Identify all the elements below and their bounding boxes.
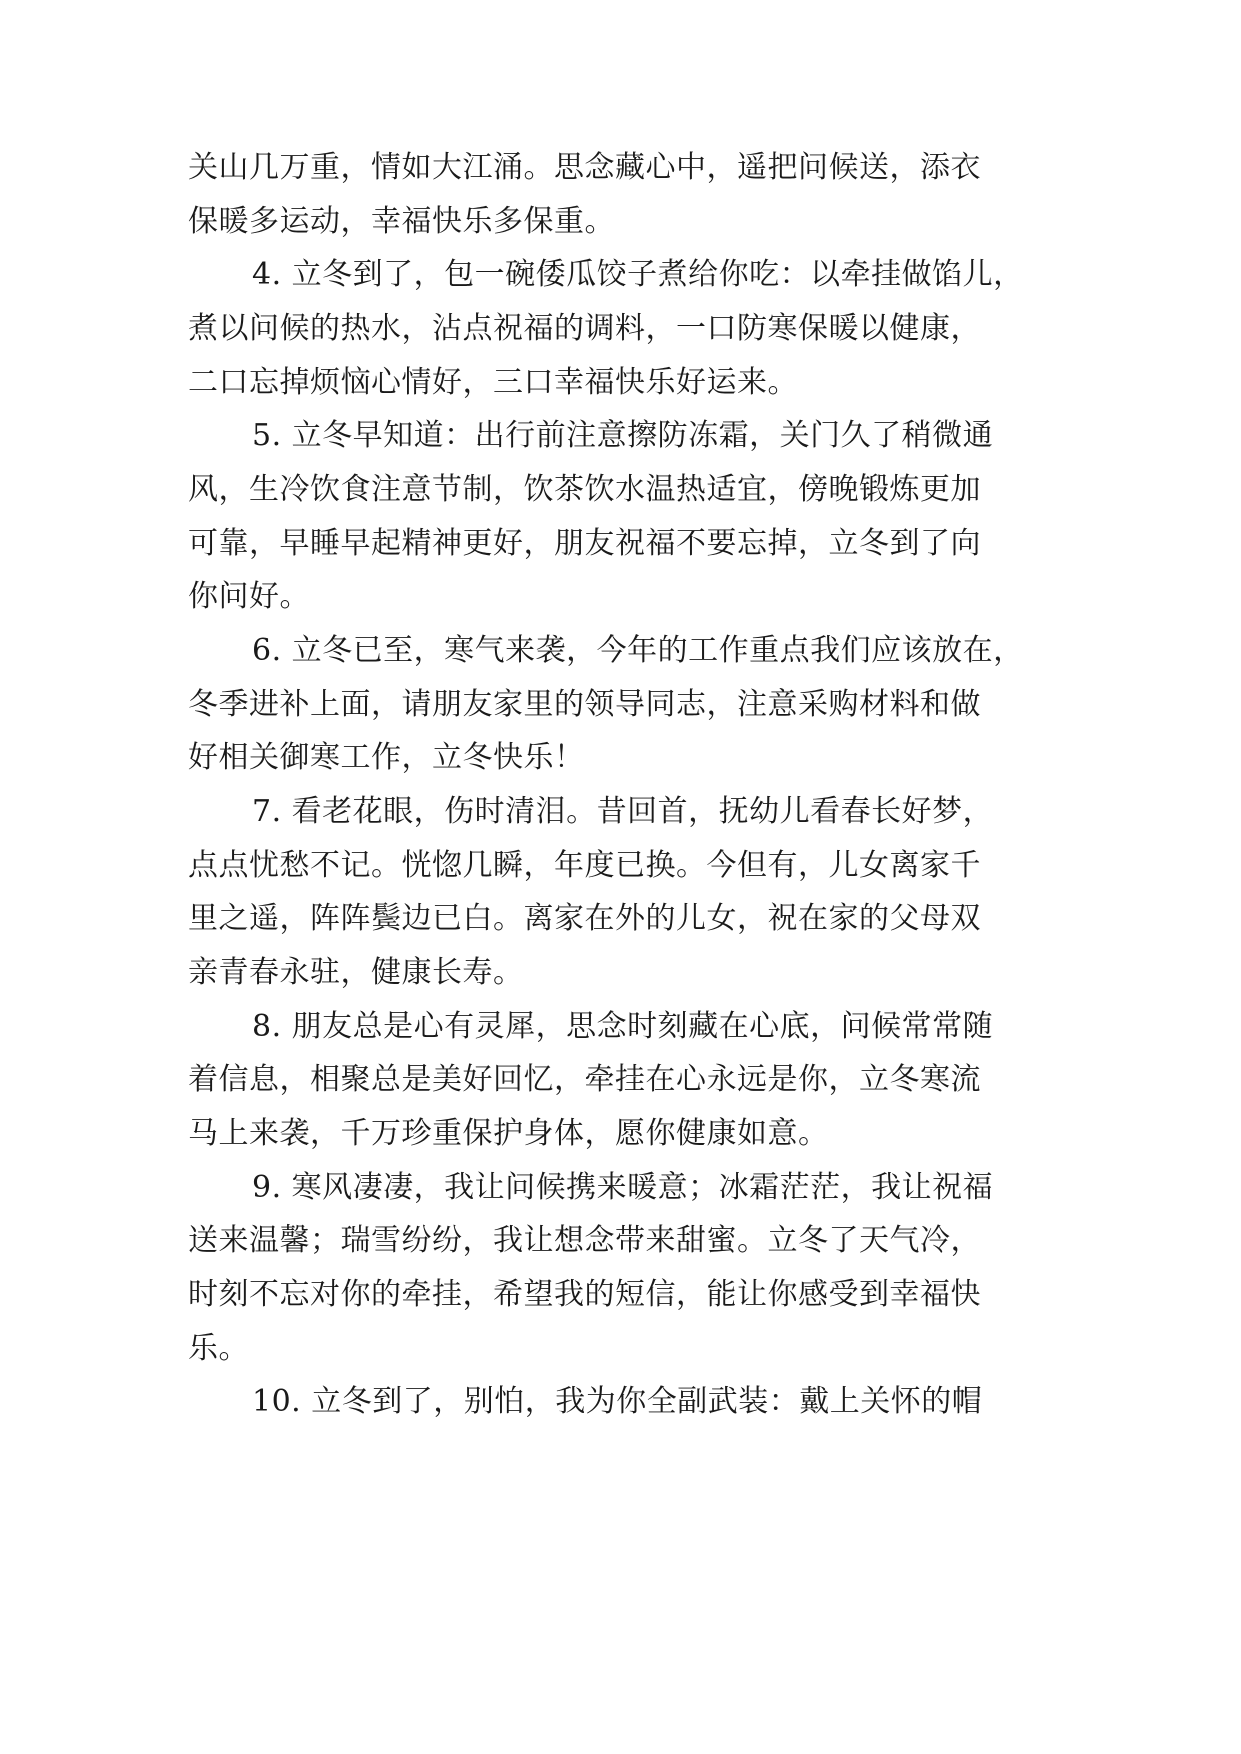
paragraph-6-start: 6. 立冬已至，寒气来袭，今年的工作重点我们应该放在，	[252, 633, 1024, 668]
text-line: 煮以问候的热水，沾点祝福的调料，一口防寒保暖以健康，	[188, 311, 981, 346]
text-line: 着信息，相聚总是美好回忆，牵挂在心永远是你，立冬寒流	[188, 1062, 981, 1097]
text-line: 保暖多运动，幸福快乐多保重。	[188, 204, 615, 239]
paragraph-4-start: 4. 立冬到了，包一碗倭瓜饺子煮给你吃：以牵挂做馅儿，	[252, 257, 1024, 292]
text-line: 点点忧愁不记。恍惚几瞬，年度已换。今但有，儿女离家千	[188, 848, 981, 883]
text-line: 时刻不忘对你的牵挂，希望我的短信，能让你感受到幸福快	[188, 1277, 981, 1312]
paragraph-7-start: 7. 看老花眼，伤时清泪。昔回首，抚幼儿看春长好梦，	[252, 794, 994, 829]
text-line: 亲青春永驻，健康长寿。	[188, 955, 524, 990]
text-line: 里之遥，阵阵鬓边已白。离家在外的儿女，祝在家的父母双	[188, 901, 981, 936]
text-line: 风，生冷饮食注意节制，饮茶饮水温热适宜，傍晚锻炼更加	[188, 472, 981, 507]
text-line: 二口忘掉烦恼心情好，三口幸福快乐好运来。	[188, 365, 798, 400]
text-line: 乐。	[188, 1331, 249, 1366]
text-line: 马上来袭，千万珍重保护身体，愿你健康如意。	[188, 1116, 829, 1151]
paragraph-10-start: 10. 立冬到了，别怕，我为你全副武装：戴上关怀的帽	[252, 1384, 983, 1419]
text-line: 好相关御寒工作，立冬快乐！	[188, 740, 585, 775]
paragraph-8-start: 8. 朋友总是心有灵犀，思念时刻藏在心底，问候常常随	[252, 1009, 994, 1044]
text-line: 你问好。	[188, 579, 310, 614]
text-line: 冬季进补上面，请朋友家里的领导同志，注意采购材料和做	[188, 687, 981, 722]
text-line: 送来温馨；瑞雪纷纷，我让想念带来甜蜜。立冬了天气冷，	[188, 1223, 981, 1258]
text-line: 可靠，早睡早起精神更好，朋友祝福不要忘掉，立冬到了向	[188, 526, 981, 561]
paragraph-5-start: 5. 立冬早知道：出行前注意擦防冻霜，关门久了稍微通	[252, 418, 994, 453]
text-line: 关山几万重，情如大江涌。思念藏心中，遥把问候送，添衣	[188, 150, 981, 185]
paragraph-9-start: 9. 寒风凄凄，我让问候携来暖意；冰霜茫茫，我让祝福	[252, 1170, 994, 1205]
